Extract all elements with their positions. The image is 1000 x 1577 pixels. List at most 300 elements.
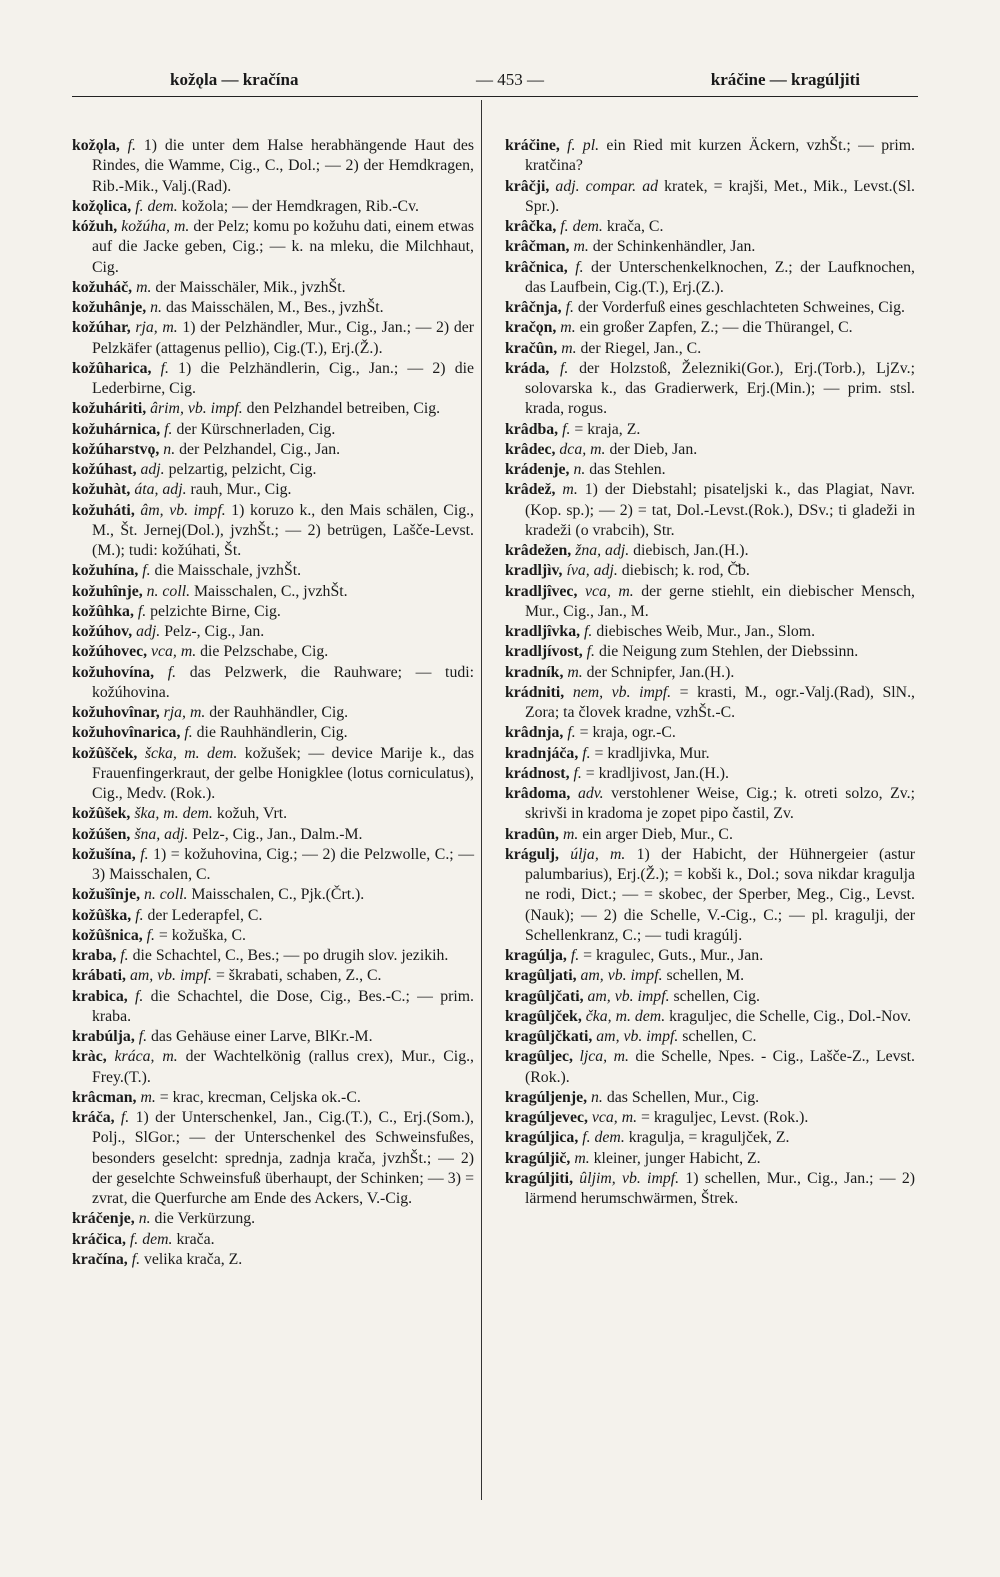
- entry-headword: krâdežen,: [505, 542, 572, 559]
- entry-headword: kràc,: [72, 1048, 107, 1066]
- entry-headword: kožuháriti,: [72, 400, 147, 418]
- entry-grammar: rja, m.: [135, 319, 178, 337]
- dictionary-entry: [72, 582, 474, 602]
- entry-definition: krača, C.: [606, 218, 664, 235]
- entry-grammar: f.: [138, 1028, 148, 1045]
- dictionary-entry: [505, 1169, 915, 1210]
- entry-headword: kožûška,: [72, 906, 132, 924]
- dictionary-entry: [72, 197, 474, 217]
- dictionary-entry: [72, 804, 474, 824]
- entry-headword: kradník,: [505, 663, 564, 681]
- entry-grammar: vca, m.: [584, 582, 634, 600]
- entry-grammar: m.: [573, 238, 589, 256]
- entry-definition: diebisch; k. rod, Č̌b.: [621, 562, 750, 580]
- entry-grammar: f.: [142, 562, 151, 580]
- dictionary-entry: [72, 1108, 474, 1209]
- entry-definition: der Pelzhandel, Cig., Jan.: [179, 440, 341, 458]
- entry-grammar: n.: [138, 1210, 151, 1228]
- entry-grammar: čka, m. dem.: [585, 1007, 666, 1025]
- entry-grammar: m.: [140, 1088, 156, 1106]
- entry-headword: krádniti,: [505, 683, 565, 701]
- entry-grammar: vca, m.: [591, 1109, 638, 1126]
- entry-headword: kráčenje,: [72, 1210, 135, 1228]
- dictionary-entry: [505, 136, 915, 177]
- dictionary-entry: [505, 723, 915, 743]
- entry-grammar: adv.: [577, 785, 604, 802]
- entry-headword: kráčine,: [505, 137, 560, 154]
- entry-grammar: adj. compar. ad: [555, 177, 659, 195]
- entry-grammar: adj.: [140, 461, 165, 478]
- entry-grammar: f.: [127, 137, 137, 154]
- entry-definition: kožuh, Vrt.: [216, 805, 288, 823]
- entry-definition: Pelz-, Cig., Jan., Dalm.-M.: [192, 825, 363, 843]
- entry-headword: kožuhovînar,: [72, 704, 160, 721]
- dictionary-entry: [72, 1209, 474, 1229]
- entry-grammar: ška, m. dem.: [134, 805, 213, 823]
- dictionary-entry: [72, 440, 474, 460]
- dictionary-entry: [505, 359, 915, 420]
- entry-headword: krâčka,: [505, 218, 557, 235]
- entry-grammar: íva, adj.: [566, 562, 618, 580]
- entry-headword: kradnjáča,: [505, 744, 579, 762]
- entry-headword: krâcman,: [72, 1088, 137, 1106]
- entry-headword: kožuhânje,: [72, 299, 147, 316]
- entry-headword: kóžuh,: [72, 218, 118, 235]
- entry-definition: der Lederapfel, C.: [147, 906, 263, 924]
- entry-grammar: n.: [591, 1088, 603, 1106]
- entry-grammar: rja, m.: [163, 704, 206, 721]
- entry-definition: der Maisschäler, Mik., jvzhŠt.: [155, 278, 346, 296]
- entry-grammar: m.: [561, 339, 577, 357]
- entry-grammar: f.: [567, 724, 576, 742]
- entry-definition: = krasti, M., ogr.-Valj.(Rad), SlN., Zora; ta človek kradne, vzhŠt.-C.: [525, 683, 915, 721]
- dictionary-entry: [505, 946, 915, 966]
- dictionary-entry: [505, 683, 915, 724]
- entry-definition: der Schnipfer, Jan.(H.).: [586, 663, 735, 681]
- entry-definition: das Maisschälen, M., Bes., jvzhŠt.: [165, 299, 384, 316]
- entry-headword: krádenje,: [505, 461, 570, 478]
- entry-grammar: f.: [167, 663, 177, 681]
- entry-grammar: n. coll.: [143, 886, 188, 904]
- entry-grammar: am, vb. impf.: [587, 987, 670, 1005]
- entry-definition: das Stehlen.: [589, 461, 666, 478]
- entry-definition: = krac, krecman, Celjska ok.-C.: [159, 1088, 361, 1106]
- entry-definition: 1) die Pelzhändlerin, Cig., Jan.; — 2) die Lederbirne, Cig.: [92, 359, 475, 397]
- entry-grammar: f.: [140, 845, 149, 863]
- entry-grammar: am, vb. impf.: [129, 967, 212, 985]
- entry-definition: = kraja, Z.: [574, 420, 641, 438]
- entry-headword: kožûšek,: [72, 805, 131, 823]
- entry-grammar: m.: [560, 319, 576, 337]
- entry-grammar: n.: [573, 461, 586, 478]
- entry-grammar: f.: [137, 602, 147, 620]
- entry-definition: Pelz-, Cig., Jan.: [164, 623, 265, 640]
- entry-grammar: n.: [150, 299, 162, 316]
- entry-definition: schellen, C.: [682, 1028, 757, 1045]
- entry-grammar: vca, m.: [151, 643, 197, 661]
- dictionary-entry: [505, 420, 915, 440]
- entry-headword: kožúšen,: [72, 825, 131, 843]
- entry-headword: krâdec,: [505, 440, 556, 458]
- dictionary-entry: [505, 845, 915, 946]
- dictionary-entry: [72, 359, 474, 400]
- dictionary-entry: [505, 744, 915, 764]
- entry-headword: krabúlja,: [72, 1028, 135, 1045]
- entry-definition: = kraguljec, Levst. (Rok.).: [641, 1109, 809, 1126]
- entry-headword: krâdba,: [505, 420, 559, 438]
- entry-headword: krabica,: [72, 987, 128, 1005]
- entry-grammar: f.: [573, 764, 582, 782]
- entry-definition: der Schinkenhändler, Jan.: [592, 238, 756, 256]
- entry-definition: = kragulec, Guts., Mur., Jan.: [583, 947, 764, 964]
- entry-definition: der Riegel, Jan., C.: [580, 339, 702, 357]
- entry-definition: den Pelzhandel betreiben, Cig.: [246, 400, 441, 418]
- entry-grammar: šna, adj.: [134, 825, 189, 843]
- page-header: [70, 62, 920, 96]
- dictionary-entry: [505, 1027, 915, 1047]
- entry-headword: kradljîvec,: [505, 582, 578, 600]
- entry-headword: krâdoma,: [505, 785, 571, 802]
- entry-headword: kračína,: [72, 1250, 128, 1268]
- entry-definition: die Rauhhändlerin, Cig.: [196, 724, 348, 742]
- dictionary-entry: [505, 258, 915, 299]
- dictionary-entry: [505, 764, 915, 784]
- entry-definition: diebisches Weib, Mur., Jan., Slom.: [596, 623, 816, 640]
- entry-grammar: f.: [570, 947, 580, 964]
- entry-headword: kradljívost,: [505, 643, 583, 661]
- entry-definition: 1) die unter dem Halse herabhängende Haut des Rindes, die Wamme, Cig., C., Dol.; — 2) der Hemdkragen, Rib.-Mik., Valj.(Rad).: [92, 137, 475, 195]
- dictionary-entry: [505, 622, 915, 642]
- entry-definition: 1) der Diebstahl; pisateljski k., das Plagiat, Navr.(Kop. sp.); — 2) = tat, Dol.-Levst.(Rok.), DSv.; ti gladeži in kradeži (o vrabcih), Str.: [525, 481, 916, 539]
- entry-headword: krâdnja,: [505, 724, 564, 742]
- entry-grammar: kožúha, m.: [121, 218, 190, 235]
- entry-headword: kraba,: [72, 947, 117, 964]
- dictionary-entry: [505, 1047, 915, 1088]
- dictionary-entry: [72, 501, 474, 562]
- entry-definition: 1) schellen, Mur., Cig., Jan.; — 2) lärmend herumschwärmen, Štrek.: [525, 1169, 915, 1207]
- entry-headword: krâčji,: [505, 177, 550, 195]
- entry-grammar: m.: [562, 481, 578, 499]
- dictionary-entry: [72, 744, 474, 805]
- entry-grammar: ârim, vb. impf.: [150, 400, 243, 418]
- entry-headword: krâčman,: [505, 238, 570, 256]
- dictionary-entry: [505, 1149, 915, 1169]
- dictionary-entry: [72, 825, 474, 845]
- dictionary-entry: [72, 723, 474, 743]
- dictionary-entry: [505, 1007, 915, 1027]
- entry-definition: = kradljivka, Mur.: [594, 744, 710, 762]
- dictionary-entry: [505, 1128, 915, 1148]
- entry-definition: der Holzstoß, Železniki(Gor.), Erj.(Torb.), LjZv.; solovarska k., das Gradierwerk, Erj.(Min.); — prim. stsl. krada, rogus.: [525, 359, 915, 418]
- entry-definition: ein Ried mit kurzen Äckern, vzhŠt.; — prim. kratčina?: [525, 137, 916, 175]
- entry-definition: kožola; — der Hemdkragen, Rib.-Cv.: [181, 197, 419, 215]
- entry-grammar: f.: [120, 1109, 130, 1126]
- dictionary-entry: [72, 663, 474, 704]
- entry-grammar: žna, adj.: [575, 542, 630, 559]
- entry-definition: kratek, = krajši, Met., Mik., Levst.(Sl. Spr.).: [525, 177, 916, 215]
- entry-headword: kračûn,: [505, 339, 558, 357]
- header-left-guideword: kožǫla — kračína: [170, 70, 299, 89]
- entry-definition: die Schachtel, die Dose, Cig., Bes.-C.; — prim. kraba.: [92, 987, 474, 1025]
- entry-headword: kožuhovînarica,: [72, 724, 181, 742]
- entry-headword: krâčnica,: [505, 258, 568, 276]
- dictionary-entry: [505, 663, 915, 683]
- dictionary-entry: [72, 1088, 474, 1108]
- dictionary-entry: [505, 825, 915, 845]
- entry-headword: kožuhàt,: [72, 481, 131, 499]
- entry-definition: der Unterschenkelknochen, Z.; der Laufknochen, das Laufbein, Cig.(T.), Erj.(Z.).: [525, 258, 916, 296]
- entry-definition: der Dieb, Jan.: [609, 440, 698, 458]
- entry-definition: schellen, M.: [666, 967, 745, 985]
- entry-headword: kožúhar,: [72, 319, 131, 337]
- entry-definition: ein großer Zapfen, Z.; — die Thürangel, C.: [579, 319, 853, 337]
- entry-headword: kožuhína,: [72, 562, 139, 580]
- entry-grammar: f.: [120, 947, 129, 964]
- entry-definition: Maisschalen, C., jvzhŠt.: [194, 582, 348, 600]
- entry-headword: kragûljec,: [505, 1048, 574, 1066]
- dictionary-entry: [72, 1047, 474, 1088]
- entry-grammar: áta, adj.: [134, 481, 187, 499]
- entry-definition: das Gehäuse einer Larve, BlKr.-M.: [151, 1028, 373, 1045]
- entry-headword: kragúljenje,: [505, 1088, 588, 1106]
- entry-definition: die Verkürzung.: [154, 1210, 256, 1228]
- entry-grammar: am, vb. impf.: [580, 967, 663, 985]
- entry-grammar: f.: [562, 420, 571, 438]
- dictionary-entry: [505, 642, 915, 662]
- dictionary-entry: [72, 480, 474, 500]
- dictionary-entry: [505, 1108, 915, 1128]
- entry-definition: verstohlener Weise, Cig.; k. otreti solzo, Zv.; skrivši in kradoma je zopet pipo častil, Zv.: [525, 785, 916, 823]
- dictionary-entry: [505, 460, 915, 480]
- entry-headword: kragûljati,: [505, 967, 577, 985]
- entry-headword: kragûljček,: [505, 1007, 582, 1025]
- entry-definition: die Maisschale, jvzhŠt.: [154, 562, 302, 580]
- entry-grammar: f.: [560, 359, 569, 377]
- entry-headword: kragûljčati,: [505, 987, 584, 1005]
- entry-headword: kragúljiti,: [505, 1169, 574, 1187]
- entry-grammar: ûljim, vb. impf.: [579, 1169, 680, 1187]
- entry-headword: kráča,: [72, 1109, 115, 1126]
- dictionary-entry: [505, 1088, 915, 1108]
- entry-headword: kožûšček,: [72, 744, 138, 762]
- dictionary-entry: [72, 420, 474, 440]
- dictionary-entry: [72, 318, 474, 359]
- entry-definition: das Schellen, Mur., Cig.: [606, 1088, 760, 1106]
- entry-grammar: f.: [131, 1250, 141, 1268]
- dictionary-entry: [72, 703, 474, 723]
- dictionary-entry: [72, 602, 474, 622]
- entry-definition: schellen, Cig.: [673, 987, 760, 1005]
- entry-headword: kožuháti,: [72, 501, 135, 519]
- dictionary-entry: [505, 541, 915, 561]
- entry-definition: der Kürschnerladen, Cig.: [176, 420, 336, 438]
- entry-definition: rauh, Mur., Cig.: [190, 481, 292, 499]
- dictionary-entry: [72, 217, 474, 278]
- entry-headword: kožuhovína,: [72, 663, 155, 681]
- entry-grammar: f.: [565, 299, 574, 316]
- entry-definition: 1) koruzo k., den Mais schälen, Cig., M., Št. Jernej(Dol.), jvzhŠt.; — 2) betrügen, Lašče-Levst.(M.); tudi: kožúhati, Št.: [92, 501, 475, 559]
- dictionary-entry: [505, 177, 915, 218]
- dictionary-entry: [72, 561, 474, 581]
- entry-grammar: m.: [136, 278, 152, 296]
- entry-grammar: am, vb. impf.: [596, 1028, 679, 1045]
- entry-headword: krágulj,: [505, 845, 559, 863]
- entry-definition: velika krača, Z.: [143, 1250, 243, 1268]
- entry-grammar: f. dem.: [135, 197, 178, 215]
- entry-grammar: šcka, m. dem.: [144, 744, 238, 762]
- entry-grammar: f.: [146, 926, 155, 944]
- entry-headword: kračǫn,: [505, 319, 557, 337]
- entry-grammar: nem, vb. impf.: [572, 683, 672, 701]
- dictionary-entry: [72, 622, 474, 642]
- dictionary-entry: [505, 480, 915, 541]
- entry-definition: der Wachtelkönig (rallus crex), Mur., Cig., Frey.(T.).: [92, 1048, 474, 1086]
- entry-headword: kráčica,: [72, 1230, 126, 1248]
- entry-definition: kraguljec, die Schelle, Cig., Dol.-Nov.: [669, 1007, 912, 1025]
- page-number: — 453 —: [476, 70, 544, 89]
- entry-definition: die Pelzschabe, Cig.: [200, 643, 329, 661]
- entry-grammar: f. dem.: [129, 1230, 173, 1248]
- entry-definition: das Pelzwerk, die Rauhware; — tudi: kožúhovina.: [92, 663, 475, 701]
- entry-headword: kožúhovec,: [72, 643, 148, 661]
- header-rule: [72, 96, 918, 97]
- dictionary-entry: [505, 237, 915, 257]
- dictionary-entry: [505, 440, 915, 460]
- dictionary-entry: [72, 136, 474, 197]
- dictionary-entry: [505, 298, 915, 318]
- entry-grammar: n.: [163, 440, 176, 458]
- entry-definition: 1) = kožuhovina, Cig.; — 2) die Pelzwolle, C.; — 3) Maisschalen, C.: [92, 845, 475, 883]
- entry-grammar: f.: [582, 744, 591, 762]
- column-divider: [481, 100, 482, 1500]
- entry-headword: kožûšnica,: [72, 926, 143, 944]
- dictionary-entry: [72, 845, 474, 886]
- entry-grammar: f. dem.: [582, 1129, 625, 1147]
- entry-grammar: f.: [135, 987, 144, 1005]
- entry-headword: kožûharica,: [72, 359, 152, 377]
- entry-headword: kožuháč,: [72, 278, 133, 296]
- entry-grammar: m.: [562, 825, 579, 843]
- entry-headword: krádnost,: [505, 764, 570, 782]
- dictionary-entry: [72, 1250, 474, 1270]
- entry-headword: krâdež,: [505, 481, 556, 499]
- entry-grammar: f.: [164, 420, 173, 438]
- entry-definition: = kraja, ogr.-C.: [579, 724, 676, 742]
- dictionary-entry: [72, 926, 474, 946]
- dictionary-entry: [505, 561, 915, 581]
- entry-headword: kragúlja,: [505, 947, 567, 964]
- dictionary-entry: [72, 946, 474, 966]
- entry-headword: kožûhka,: [72, 602, 134, 620]
- entry-definition: pelzichte Birne, Cig.: [150, 602, 281, 620]
- entry-definition: = kožuška, C.: [158, 926, 246, 944]
- dictionary-entry: [72, 399, 474, 419]
- entry-headword: kožuhárnica,: [72, 420, 161, 438]
- entry-grammar: n. coll.: [146, 582, 191, 600]
- entry-definition: = kradljivost, Jan.(H.).: [585, 764, 729, 782]
- entry-headword: kragúljič,: [505, 1149, 571, 1167]
- dictionary-entry: [505, 582, 915, 623]
- entry-grammar: ljca, m.: [579, 1048, 629, 1066]
- entry-definition: die Schachtel, C., Bes.; — po drugih slov. jezikih.: [132, 947, 449, 964]
- dictionary-entry: [72, 987, 474, 1028]
- entry-grammar: f. dem.: [560, 218, 603, 235]
- entry-definition: kleiner, junger Habicht, Z.: [593, 1149, 761, 1167]
- header-right-guideword: kráčine — kragúljiti: [710, 70, 860, 89]
- right-column: [505, 136, 915, 1209]
- entry-headword: kragúljevec,: [505, 1109, 588, 1126]
- dictionary-entry: [505, 217, 915, 237]
- entry-grammar: f.: [575, 258, 584, 276]
- entry-headword: kožuhînje,: [72, 582, 143, 600]
- dictionary-entry: [72, 966, 474, 986]
- entry-headword: kožušînje,: [72, 886, 141, 904]
- entry-grammar: f.: [584, 623, 593, 640]
- entry-grammar: f.: [160, 359, 169, 377]
- entry-definition: der Vorderfuß eines geschlachteten Schweines, Cig.: [577, 299, 905, 316]
- dictionary-entry: [72, 885, 474, 905]
- entry-headword: kráda,: [505, 359, 550, 377]
- entry-headword: kradljìv,: [505, 562, 563, 580]
- entry-definition: die Schelle, Npes. - Cig., Lašče-Z., Levst.(Rok.).: [525, 1048, 916, 1086]
- entry-headword: krâčnja,: [505, 299, 562, 316]
- dictionary-entry: [72, 1230, 474, 1250]
- left-column: [72, 136, 474, 1270]
- entry-headword: kradûn,: [505, 825, 560, 843]
- entry-definition: die Neigung zum Stehlen, der Diebssinn.: [598, 643, 859, 661]
- entry-definition: der Rauhhändler, Cig.: [209, 704, 349, 721]
- entry-grammar: f.: [184, 724, 193, 742]
- entry-definition: Maisschalen, C., Pjk.(Črt.).: [191, 886, 365, 904]
- entry-definition: pelzartig, pelzicht, Cig.: [168, 461, 317, 478]
- entry-grammar: âm, vb. impf.: [140, 501, 226, 519]
- dictionary-entry: [72, 1027, 474, 1047]
- entry-headword: kragúljica,: [505, 1129, 579, 1147]
- dictionary-entry: [72, 460, 474, 480]
- entry-headword: kožušína,: [72, 845, 136, 863]
- entry-definition: krača.: [176, 1230, 215, 1248]
- dictionary-entry: [72, 906, 474, 926]
- entry-definition: kožušek; — device Marije k., das Frauenfingerkraut, der gelbe Honigklee (lotus corniculatus), Cig., Medv. (Rok.).: [92, 744, 475, 802]
- entry-definition: kragulja, = kraguljček, Z.: [628, 1129, 790, 1147]
- entry-grammar: f.: [135, 906, 144, 924]
- dictionary-entry: [505, 966, 915, 986]
- entry-definition: der gerne stiehlt, ein diebischer Mensch, Mur., Cig., Jan., M.: [525, 582, 915, 620]
- entry-definition: der Pelz; komu po kožuhu dati, einem etwas auf die Jacke geben, Cig.; — k. na mleku, die Milchhaut, Cig.: [92, 218, 474, 276]
- entry-headword: kožǫlica,: [72, 197, 132, 215]
- dictionary-entry: [72, 278, 474, 298]
- dictionary-entry: [505, 784, 915, 825]
- dictionary-entry: [505, 318, 915, 338]
- entry-definition: = škrabati, schaben, Z., C.: [215, 967, 382, 985]
- entry-grammar: m.: [574, 1149, 590, 1167]
- entry-definition: diebisch, Jan.(H.).: [633, 542, 749, 559]
- entry-headword: krábati,: [72, 967, 126, 985]
- entry-grammar: f.: [586, 643, 595, 661]
- entry-headword: kožǫla,: [72, 137, 120, 154]
- dictionary-entry: [505, 987, 915, 1007]
- entry-definition: 1) der Unterschenkel, Jan., Cig.(T.), C., Erj.(Som.), Polj., SlGor.; — der Unterschenkel des Schweinsfußes, besonders geselcht: sprednja, zadnja krača, jvzhŠt.; — 2) der geselchte Schweinsfuß überhaupt, der Schinken; — 3) = zvrat, die Querfurche am Ende des Ackers, V.-Cig.: [92, 1109, 474, 1207]
- dictionary-entry: [72, 298, 474, 318]
- dictionary-entry: [72, 642, 474, 662]
- entry-grammar: úlja, m.: [570, 845, 626, 863]
- entry-headword: kradljîvka,: [505, 623, 581, 640]
- entry-headword: kožúhov,: [72, 623, 133, 640]
- entry-definition: 1) der Pelzhändler, Mur., Cig., Jan.; — 2) der Pelzkäfer (attagenus pellio), Cig.(T.), Erj.(Ž.).: [92, 319, 474, 357]
- dictionary-entry: [505, 339, 915, 359]
- entry-grammar: kráca, m.: [114, 1048, 178, 1066]
- entry-grammar: f. pl.: [567, 137, 600, 154]
